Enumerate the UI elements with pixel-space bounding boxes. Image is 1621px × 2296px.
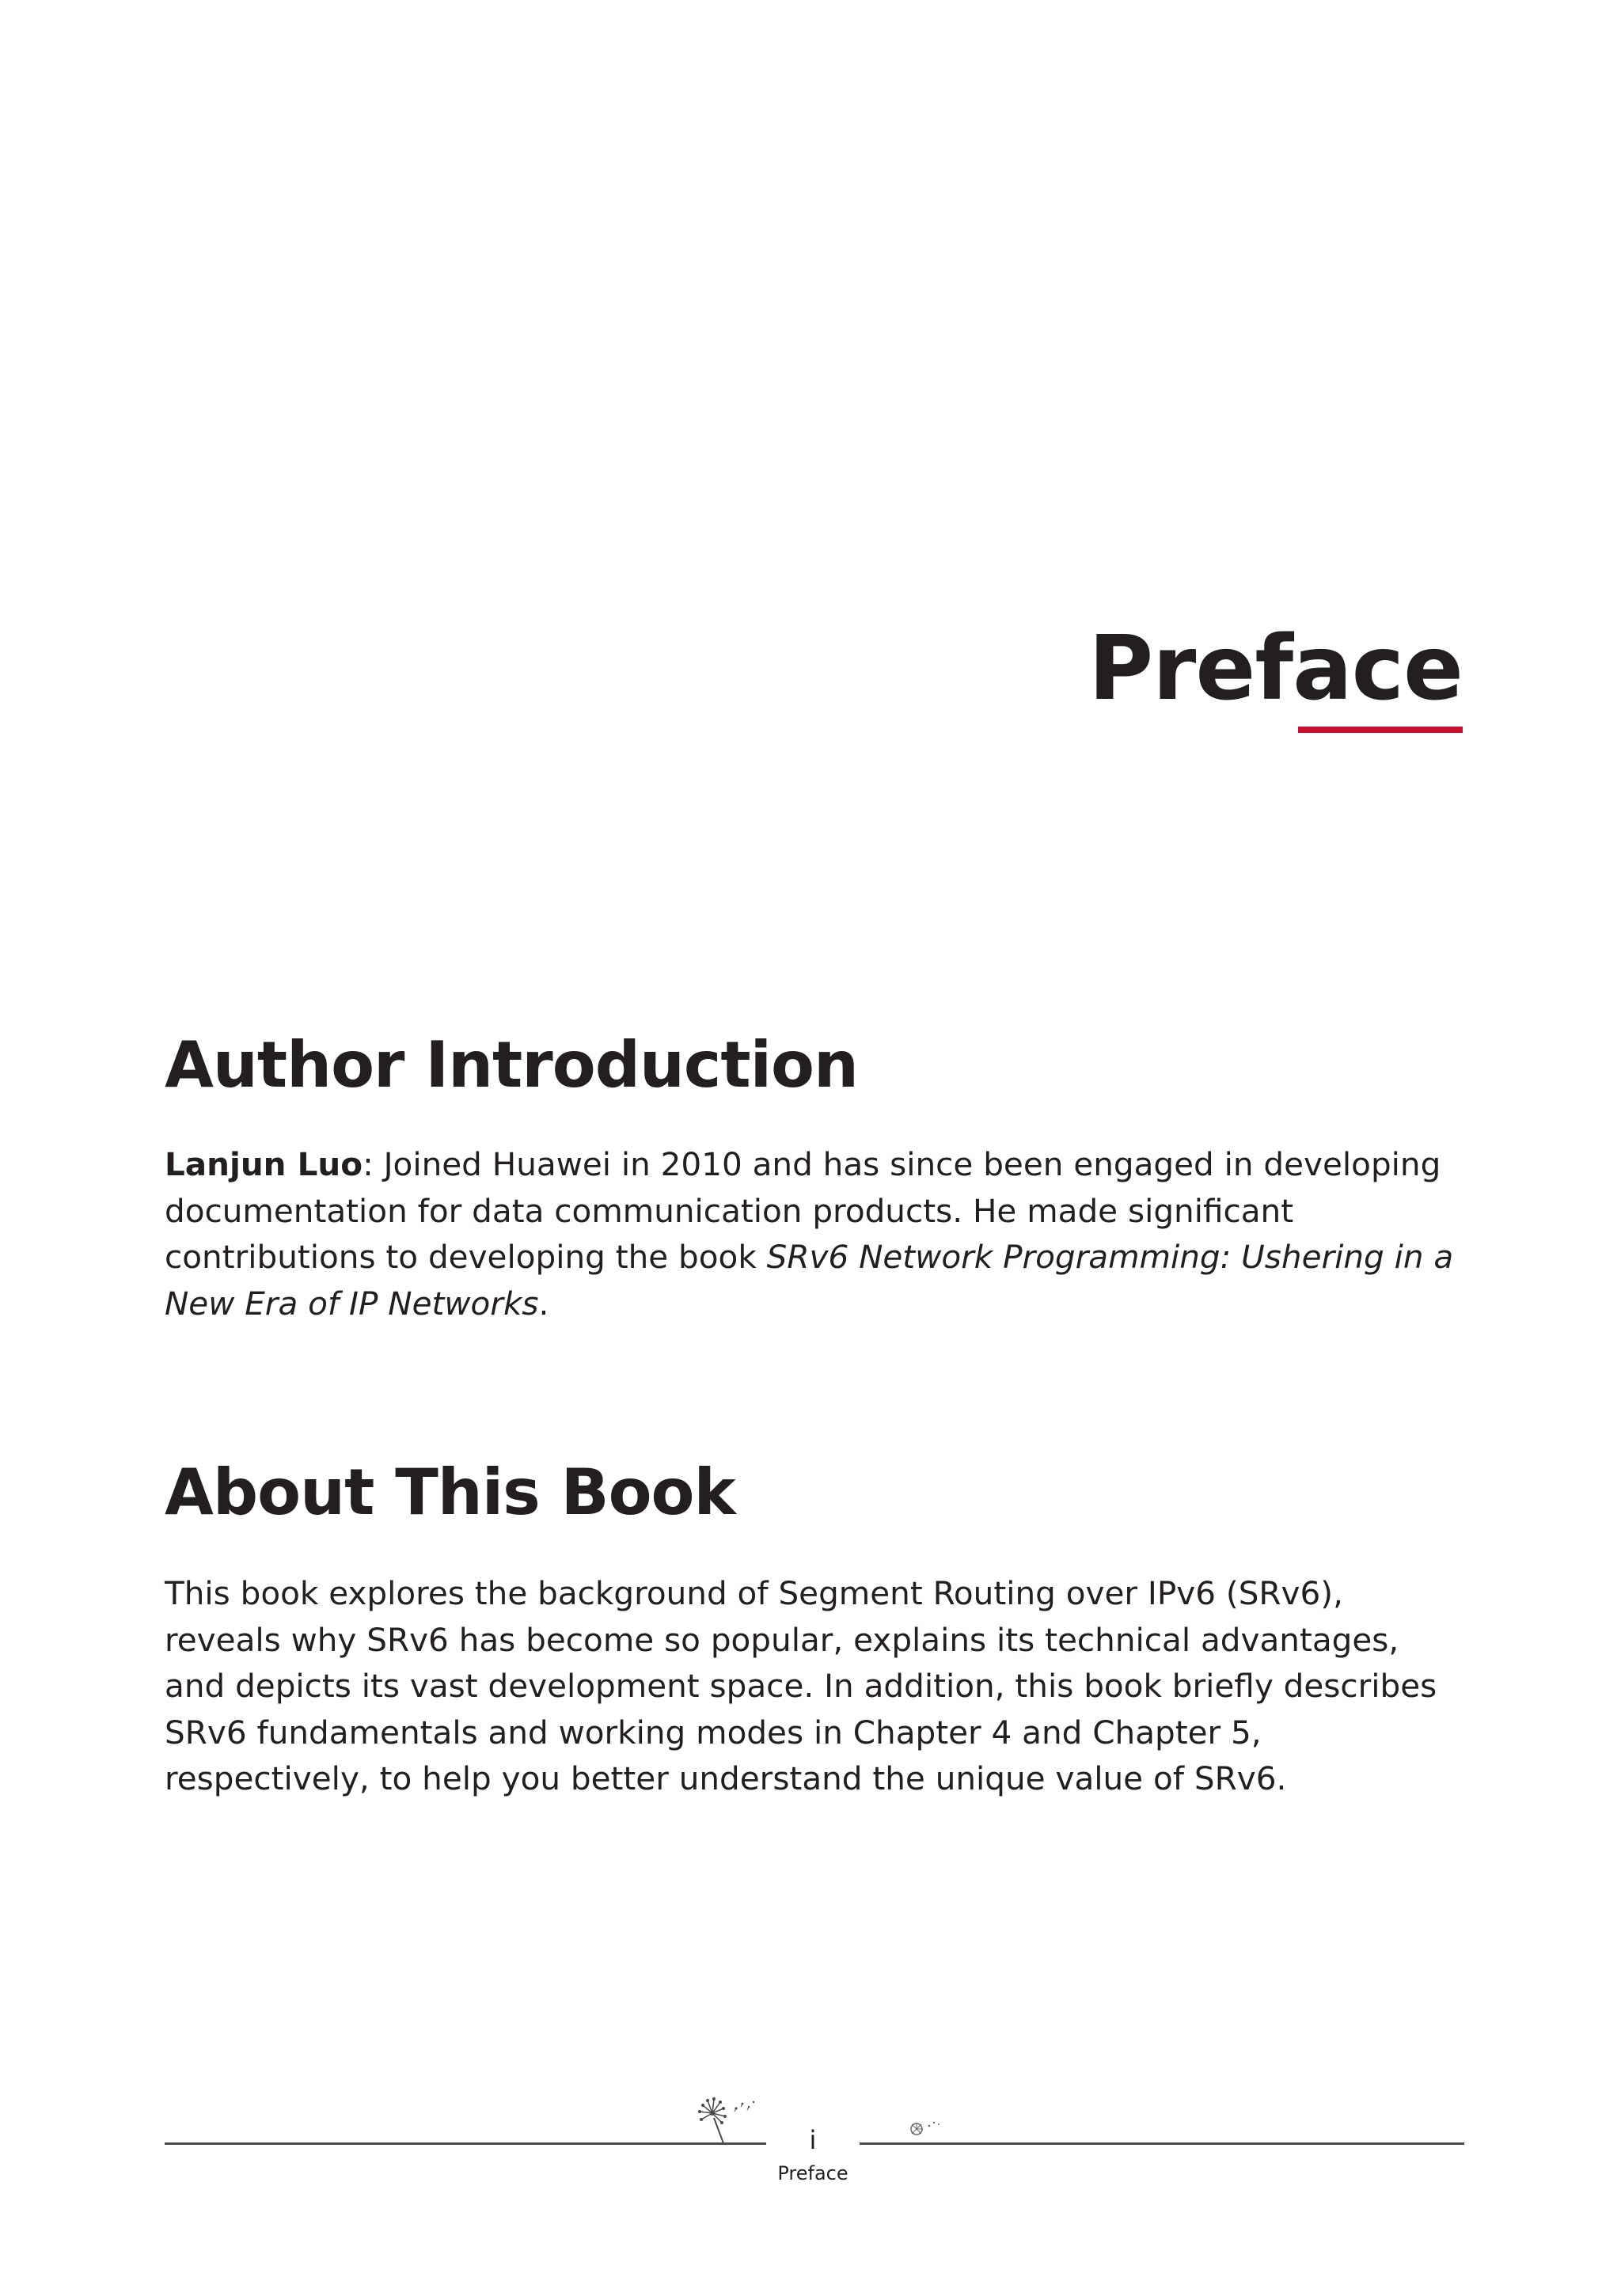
- author-name: Lanjun Luo: [165, 1145, 363, 1183]
- author-text-part-1: : Joined Huawei in 2010 and has since been engaged in developing documentation for data communication products. He made significant contributions to developing the book: [165, 1145, 1441, 1276]
- author-text-part-2: .: [538, 1284, 549, 1323]
- about-this-book-paragraph: This book explores the background of Segment Routing over IPv6 (SRv6), reveals why SRv6 has become so popular, explains its technical advantages, and depicts its vast development space. In addition, this book briefly describes SRv6 fundamentals and working modes in Chapter 4 and Chapter 5, respectively, to help you better understand the unique value of SRv6.: [165, 1574, 1437, 1797]
- footer-rule-right: [860, 2142, 1464, 2145]
- dandelion-icon: [697, 2096, 760, 2145]
- chapter-title: Preface: [1088, 617, 1463, 720]
- footer-rule-left: [165, 2142, 766, 2145]
- about-this-book-heading: About This Book: [165, 1455, 735, 1529]
- title-underline: [1298, 727, 1463, 733]
- running-footer-title: Preface: [777, 2162, 848, 2184]
- author-introduction-paragraph: [165, 1141, 1463, 1326]
- book-title: SRv6 Network Programming: Ushering in a New Era of IP Networks: [165, 1238, 1454, 1323]
- dandelion-seed-icon: [909, 2118, 942, 2139]
- author-introduction-heading: Author Introduction: [165, 1028, 858, 1102]
- page-number: i: [809, 2125, 817, 2155]
